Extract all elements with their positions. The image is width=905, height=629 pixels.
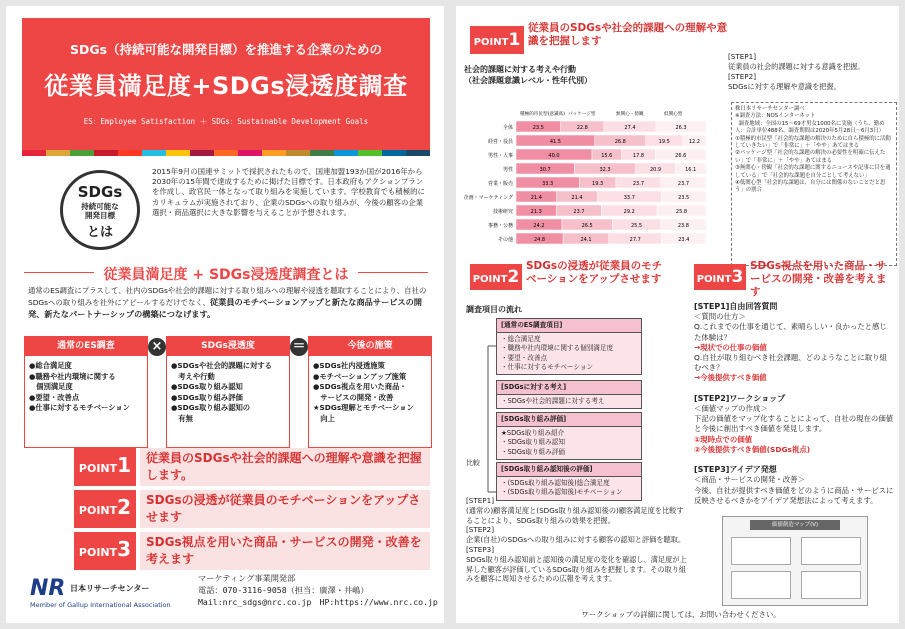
chart-caption-line1: 社会的課題に対する考えや行動 <box>464 65 576 74</box>
right-page <box>456 6 899 623</box>
step-text: 従業員の社会的課題に対する意識を把握。 <box>728 62 865 71</box>
flow-box-sdgs-thoughts <box>496 380 642 409</box>
list-item: サービスの開発・改善 <box>313 392 394 402</box>
point3-line: Q.これまでの仕事を通じて、素晴らしい・良かったと感じた体験は？ <box>694 322 887 342</box>
column-sdgs-items <box>166 356 290 448</box>
chart-legend-label: 積極的市民型(意識高) <box>520 112 565 117</box>
list-item: ★SDGs取り組み紹介 <box>501 429 565 438</box>
point-word: POINT <box>473 37 509 48</box>
point-1-text: 従業員のSDGsや社会的課題への理解や意識を把握します。 <box>140 448 430 486</box>
section-body <box>28 286 432 320</box>
list-item: ●要望・改善点 <box>29 392 80 402</box>
step-text: [STEP2] <box>728 72 757 81</box>
flow-box-es <box>496 318 642 375</box>
point-word: POINT <box>78 504 118 517</box>
sdg-color-swatch <box>46 150 70 156</box>
chart-data-label: 21.4 <box>571 195 583 201</box>
sdg-color-swatch <box>166 150 190 156</box>
point-1-badge <box>74 448 136 486</box>
section-rule-right <box>358 272 428 273</box>
list-item: ・(SDGs取り組み認知後)総合満足度 <box>501 479 610 488</box>
sdgs-circle-subtitle: 持続可能な開発目標 <box>81 202 119 220</box>
chart-data-label: 12.2 <box>688 139 700 145</box>
point2-steps <box>466 496 688 584</box>
column-sdgs-header: SDGs浸透度 <box>166 336 290 356</box>
chart-data-label: 24.2 <box>533 223 545 229</box>
value-map-thumbnail <box>722 516 868 606</box>
chart-data-label: 21.3 <box>530 209 542 215</box>
times-operator-icon: × <box>148 338 166 356</box>
chart-data-label: 22.8 <box>576 125 588 131</box>
step-text: SDGs取り組み認知前と認知後の満足度の変化を確認し、満足度が上昇した顧客が評価しているSDGs取り組みを把握します。その取り組みを顧客に周知させるための広報を考えます。 <box>466 554 687 584</box>
chart-data-label: 16.1 <box>685 167 697 173</box>
column-future-measures <box>308 336 432 448</box>
sdg-color-swatch <box>118 150 142 156</box>
banner-es-definition: ES：Employee Satisfaction ＋ SDGs：Sustainable Development Goals <box>83 117 369 126</box>
sdg-color-swatch <box>70 150 94 156</box>
stacked-bar-chart <box>458 106 714 254</box>
chart-data-label: 30.7 <box>539 167 551 173</box>
step-text: [STEP3] <box>466 544 495 554</box>
value-map-cell <box>731 537 791 565</box>
step-text: [STEP1] <box>728 52 757 61</box>
point-2-badge-right <box>470 264 522 290</box>
chart-data-label: 24.8 <box>533 237 546 243</box>
left-page <box>6 6 444 623</box>
chart-data-label: 23.4 <box>678 237 690 243</box>
column-es-items <box>24 356 148 448</box>
chart-category-label: 男性・人事 <box>487 153 513 159</box>
sdg-color-swatch <box>382 150 406 156</box>
chart-data-label: 23.8 <box>677 223 689 229</box>
chart-data-label: 23.7 <box>632 181 645 187</box>
contact-mail-link[interactable]: Mail:nrc_sdgs@nrc.co.jp HP:https://www.nrc.co.jp <box>198 597 438 607</box>
nr-logo-mark: NR <box>30 576 66 601</box>
point-word: POINT <box>472 274 508 285</box>
point-word: POINT <box>696 274 732 285</box>
sdg-color-swatch <box>262 150 286 156</box>
sdg-color-swatch <box>214 150 238 156</box>
chart-data-label: 17.8 <box>632 153 645 159</box>
chart-data-label: 26.3 <box>675 125 687 131</box>
sdg-color-swatch <box>142 150 166 156</box>
chart-data-label: 19.5 <box>658 139 670 145</box>
chart-data-label: 23.7 <box>677 181 690 187</box>
chart-data-label: 26.6 <box>675 153 687 159</box>
list-item: 有無 <box>171 413 193 423</box>
sdgs-circle-tail: とは <box>86 225 113 240</box>
sdg-color-swatch <box>94 150 118 156</box>
point3-line <box>694 384 894 394</box>
sdgs-circle-title: SDGs <box>77 183 123 201</box>
chart-category-label: 技術研究 <box>492 209 513 215</box>
point-3-title: SDGs視点を用いた商品・サービスの開発・改善を考えます <box>750 260 887 298</box>
list-item: ・仕事に対するモチベーション <box>501 362 594 371</box>
point3-line: Q.自社が取り組むべき社会課題、どのようなことに取り組むべき？ <box>694 353 887 373</box>
list-item: ・要望・改善点 <box>501 353 548 362</box>
list-item: ・職務や社内環境に関する個別満足度 <box>501 344 614 353</box>
contact-tel: 電話：070-3116-9058（担当：廣澤・井嶋） <box>198 585 369 595</box>
point3-line: →現状での仕事の価値 <box>694 342 767 352</box>
list-item: ・SDGs取り組み評価 <box>501 447 565 456</box>
chart-data-label: 40.0 <box>548 153 560 159</box>
point3-line <box>694 455 894 465</box>
list-item: ●SDGs取り組み認知 <box>171 382 243 392</box>
chart-data-label: 27.7 <box>629 237 641 243</box>
survey-note-box: 株日本リサーチセンター調べ ※調査方法：NOSインターネット 調査地域：全国の15～69才男女1000名に実施（うち、勤め人：合計単位488名、調査期間は2020年5月28日～6月3日） ①積極的市民型「社会的な課題の解決のために自ら積極的に活動していきたい」で「非常に」＋「やや」あてはまる ②パッケージ型「社会的な課題の解決の必要性を明確に伝えたい」で「非常に」＋「やや」あてはまる ③無関心・傍観「社会的な課題に関するニュースや記事に目を通している」で「社会的な課題を自分ごとして考えない」 ④低関心型「社会的な課題は、自分には関係のないことだと思う」の割合 <box>731 102 897 266</box>
chart-data-label: 33.7 <box>623 195 635 201</box>
chart-category-label: 男性 <box>502 167 513 173</box>
point-2-badge <box>74 490 136 528</box>
chart-data-label: 25.5 <box>630 223 643 229</box>
company-name-en: Member of Gallup International Association <box>30 601 171 609</box>
point3-line: [STEP1]自由回答質問 <box>694 302 778 311</box>
point3-line: ＜商品・サービスの開発・改善＞ <box>694 475 805 485</box>
chart-caption <box>464 64 592 86</box>
section-title: 従業員満足度 + SDGs浸透度調査とは <box>103 267 349 283</box>
flow-box-title: [通常のES調査項目] <box>497 319 641 333</box>
sdg-color-swatch <box>286 150 310 156</box>
chart-category-label: その他 <box>497 237 513 243</box>
point3-steps <box>694 302 894 506</box>
point-number: 1 <box>117 453 132 477</box>
chart-data-label: 33.3 <box>542 181 554 187</box>
chart-category-label: 事務・公務 <box>487 223 513 229</box>
chart-data-label: 23.5 <box>532 125 544 131</box>
list-item: ●職務や社内環境に関する <box>29 371 116 381</box>
chart-data-label: 15.6 <box>601 153 613 159</box>
value-map-title: 価値創造マップ(V) <box>750 520 840 530</box>
chart-legend-label: 低関心型 <box>664 112 683 117</box>
chart-data-label: 23.5 <box>678 195 690 201</box>
chart-data-label: 32.3 <box>599 167 611 173</box>
chart-data-label: 26.8 <box>614 139 626 145</box>
chart-category-label: 経営・役員 <box>487 139 513 145</box>
chart-data-label: 24.1 <box>580 237 592 243</box>
title-banner <box>22 18 430 150</box>
flow-box-title: [SDGs取り組み評価] <box>497 413 641 427</box>
point1-steps <box>728 52 896 92</box>
flow-compare-label: 比較 <box>466 459 480 467</box>
contact-dept: マーケティング事業開発部 <box>198 573 296 583</box>
chart-category-label: 営業・販売 <box>487 181 513 187</box>
point-word: POINT <box>78 546 118 559</box>
point-2-title: SDGsの浸透が従業員のモチベーションをアップさせます <box>526 260 663 285</box>
banner-subtitle: SDGs（持続可能な開発目標）を推進する企業のための <box>69 42 383 57</box>
chart-svg <box>458 106 714 254</box>
list-item: ●仕事に対するモチベーション <box>29 403 130 413</box>
equals-operator-icon: ＝ <box>290 338 308 356</box>
flow-box-post-eval <box>496 462 642 501</box>
point-number: 3 <box>117 537 132 561</box>
flow-box-title: [SDGsに対する考え] <box>497 381 641 395</box>
banner-title: 従業員満足度+SDGs浸透度調査 <box>44 72 408 100</box>
value-map-cell <box>731 571 791 599</box>
chart-data-label: 19.3 <box>592 181 604 187</box>
chart-data-label: 26.5 <box>581 223 593 229</box>
step-text: 企業(自社)のSDGsへの取り組みに対する顧客の認知と評価を聴取。 <box>466 535 686 545</box>
sdg-color-swatch <box>358 150 382 156</box>
step-text: [STEP2] <box>466 525 495 535</box>
list-item: ●モチベーションアップ施策 <box>313 371 407 381</box>
company-logo <box>30 576 171 609</box>
chart-data-label: 29.2 <box>623 209 635 215</box>
point-3-badge-right <box>694 264 746 290</box>
chart-data-label: 20.9 <box>649 167 662 173</box>
sdgs-circle-badge <box>60 170 140 250</box>
sdg-color-swatch <box>190 150 214 156</box>
chart-category-label: 企画・マーケティング <box>463 195 513 201</box>
list-item: 考えや行動 <box>171 371 215 381</box>
step-text: (通常の)顧客満足度と(SDGs取り組み認知後の)顧客満足度を比較することにより、SDGs取り組みの効果を把握。 <box>466 505 684 525</box>
point3-line: [STEP2]ワークショップ <box>694 393 786 403</box>
chart-legend-label: パッケージ型 <box>568 112 596 117</box>
contact-block <box>198 572 438 608</box>
sdg-color-swatch <box>334 150 358 156</box>
chart-data-label: 27.4 <box>624 125 636 131</box>
column-es-survey <box>24 336 148 448</box>
list-item: ★SDGs理解とモチベーション <box>313 403 414 413</box>
point3-line: ②今後提供すべき価値(SDGs視点) <box>694 444 811 454</box>
value-map-cell <box>801 571 861 599</box>
sdg-color-swatch <box>22 150 46 156</box>
column-future-items <box>308 356 432 448</box>
point-1-title: 従業員のSDGsや社会的課題への理解や意識を把握します <box>528 22 728 47</box>
section-body-bold: 従業員のモチベーションアップと新たな商品サービスの開発、新たなパートナーシップの構築につなげます。 <box>28 296 422 319</box>
company-name-jp: 日本リサーチセンター <box>70 584 150 593</box>
list-item: ●SDGsや社会的課題に対する <box>171 361 272 370</box>
flow-box-sdgs-eval <box>496 412 642 460</box>
sdg-color-swatch <box>238 150 262 156</box>
sdgs-intro-text: 2015年9月の国連サミットで採択されたもので、国連加盟193か国が2016年から2030年の15年間で達成するために掲げた目標です。日本政府もアクションプランを作成し、政官民一体となって取り組みを実施しています。学校教育でも積極的にカリキュラムが実施されており、企業のSDGsへの取り組みが、今後の顧客の企業選択・商品選択に大きな影響を与えることが予想されます。 <box>152 167 425 217</box>
step-text: [STEP1] <box>466 496 495 505</box>
point3-line: ①現時点での価値 <box>694 434 752 444</box>
point3-line: 今後、自社が提供すべき価値をどのように商品・サービスに反映させるべきかをアイデア発想法によって考えます。 <box>694 485 894 505</box>
list-item: ・総合満足度 <box>501 335 541 344</box>
point3-line: →今後提供すべき価値 <box>694 373 767 383</box>
list-item: ●SDGs取り組み評価 <box>171 392 243 402</box>
point-number: 2 <box>117 495 132 519</box>
sdg-color-swatch <box>406 150 430 156</box>
list-item: ・(SDGs取り組み認知後)モチベーション <box>501 488 623 497</box>
value-map-cell <box>801 537 861 565</box>
chart-data-label: 25.8 <box>675 209 688 215</box>
chart-data-label: 41.5 <box>549 139 561 145</box>
point-word: POINT <box>78 462 118 475</box>
chart-data-label: 21.4 <box>530 195 542 201</box>
list-item: ●SDGs取り組み認知の <box>171 403 251 413</box>
point3-line: ＜価値マップの作成＞ <box>694 404 768 414</box>
section-body-text: 通常のES調査にプラスして、社内のSDGsや社会的課題に対する取り組みへの理解や浸透を聴取することにより、自社のSDGsへの取り組みを社外にアピールするだけでなく、 <box>28 286 427 307</box>
list-item: 向上 <box>313 413 335 423</box>
point-3-text: SDGs視点を用いた商品・サービスの開発・改善を考えます <box>140 532 430 570</box>
step-text: SDGsに対する理解や意識を把握。 <box>728 82 841 91</box>
point3-line: [STEP3]アイデア発想 <box>694 465 777 475</box>
list-item: ●SDGs視点を用いた商品・ <box>313 382 407 392</box>
list-item: ・SDGsや社会的課題に対する考え <box>501 397 605 406</box>
point-2-text: SDGsの浸透が従業員のモチベーションをアップさせます <box>140 490 430 528</box>
footer-note: ワークショップの詳細に関しては、お問い合わせください。 <box>581 610 781 619</box>
sdg-color-strip <box>22 150 430 156</box>
chart-data-label: 23.7 <box>573 209 585 215</box>
list-item: ●総合満足度 <box>29 361 72 370</box>
point-3-badge <box>74 532 136 570</box>
chart-caption-line2: （社会課題意識レベル・性年代別） <box>464 76 592 85</box>
point3-line: 下記の価値をマップ化することによって、自社の現在の価値と今後に創出すべき価値を発見します。 <box>694 414 894 434</box>
flow-box-title: [SDGs取り組み認知後の評価] <box>497 463 641 477</box>
flow-label: 調査項目の流れ <box>466 305 522 314</box>
sdg-color-swatch <box>310 150 334 156</box>
point3-line: ＜質問の仕方＞ <box>694 312 746 322</box>
chart-legend-label: 無関心・傍観 <box>616 112 644 117</box>
point-number: 2 <box>507 267 520 287</box>
point-1-badge-right <box>470 26 524 54</box>
column-future-header: 今後の施策 <box>308 336 432 356</box>
point-number: 3 <box>731 267 744 287</box>
column-es-header: 通常のES調査 <box>24 336 148 356</box>
list-item: 個別満足度 <box>29 382 73 392</box>
chart-category-label: 全体 <box>502 125 513 131</box>
list-item: ・SDGs取り組み認知 <box>501 438 565 447</box>
column-sdgs-penetration <box>166 336 290 448</box>
list-item: ●SDGs社内浸透施策 <box>313 361 385 370</box>
point-number: 1 <box>508 30 521 50</box>
flow-diagram <box>460 312 660 500</box>
